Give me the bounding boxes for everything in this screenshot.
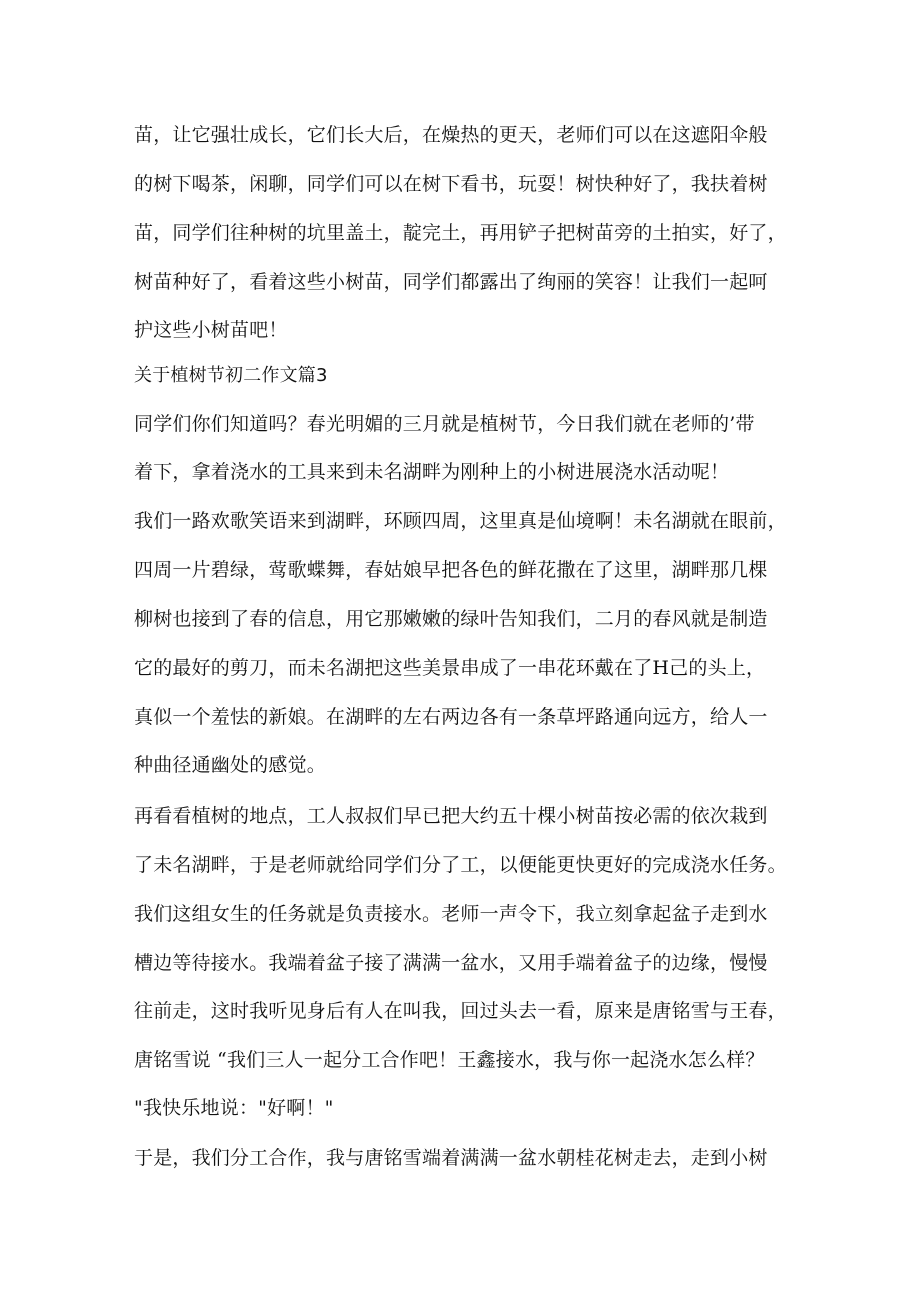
text-line: 种曲径通幽处的感觉。 xyxy=(134,754,327,776)
text-line: 槽边等待接水。我端着盆子接了满满一盆水，又用手端着盆子的边缘，慢慢 xyxy=(134,952,768,974)
text-line: 护这些小树苗吧！ xyxy=(134,319,288,341)
text-line: 着下，拿着浇水的工具来到未名湖畔为刚种上的小树进展浇水活动呢！ xyxy=(134,461,730,483)
section-heading: 关于植树节初二作文篇3 xyxy=(134,365,328,386)
text-line: 柳树也接到了春的信息，用它那嫩嫩的绿叶告知我们，二月的春风就是制造 xyxy=(134,608,768,630)
text-line: 于是，我们分工合作，我与唐铭雪端着满满一盆水朝桂花树走去，走到小树 xyxy=(134,1147,768,1169)
text-line: 的树下喝茶，闲聊，同学们可以在树下看书，玩耍！树快种好了，我扶着树 xyxy=(134,173,768,195)
text-line: 苗，同学们往种树的坑里盖土，靛完土，再用铲子把树苗旁的土拍实，好了， xyxy=(134,222,787,244)
text-line: 树苗种好了，看着这些小树苗，同学们都露出了绚丽的笑容！让我们一起呵 xyxy=(134,271,768,293)
text-line: 真似一个羞怯的新娘。在湖畔的左右两边各有一条草坪路通向远方，给人一 xyxy=(134,706,768,728)
text-line: 再看看植树的地点，工人叔叔们早已把大约五十棵小树苗按必需的依次栽到 xyxy=(134,805,768,827)
text-line: 同学们你们知道吗？春光明媚的三月就是植树节，今日我们就在老师的’带 xyxy=(134,413,755,435)
text-line: 唐铭雪说 “我们三人一起分工合作吧！王鑫接水，我与你一起浇水怎么样？ xyxy=(134,1049,765,1071)
text-line: 往前走，这时我听见身后有人在叫我，回过头去一看，原来是唐铭雪与王春， xyxy=(134,1000,787,1022)
text-line: 了未名湖畔，于是老师就给同学们分了工，以便能更快更好的完成浇水任务。 xyxy=(134,854,787,876)
text-line: 我们这组女生的任务就是负责接水。老师一声令下，我立刻拿起盆子走到水 xyxy=(134,903,768,925)
text-line: 我们一路欢歌笑语来到湖畔，环顾四周，这里真是仙境啊！未名湖就在眼前， xyxy=(134,510,787,532)
text-line: 它的最好的剪刀，而未名湖把这些美景串成了一串花环戴在了H己的头上， xyxy=(134,657,766,679)
text-line: "我快乐地说："好啊！" xyxy=(134,1097,334,1119)
text-line: 四周一片碧绿，莺歌蝶舞，春姑娘早把各色的鲜花撒在了这里，湖畔那几棵 xyxy=(134,559,768,581)
text-line: 苗，让它强壮成长，它们长大后，在燥热的更天，老师们可以在这遮阳伞般 xyxy=(134,124,768,146)
